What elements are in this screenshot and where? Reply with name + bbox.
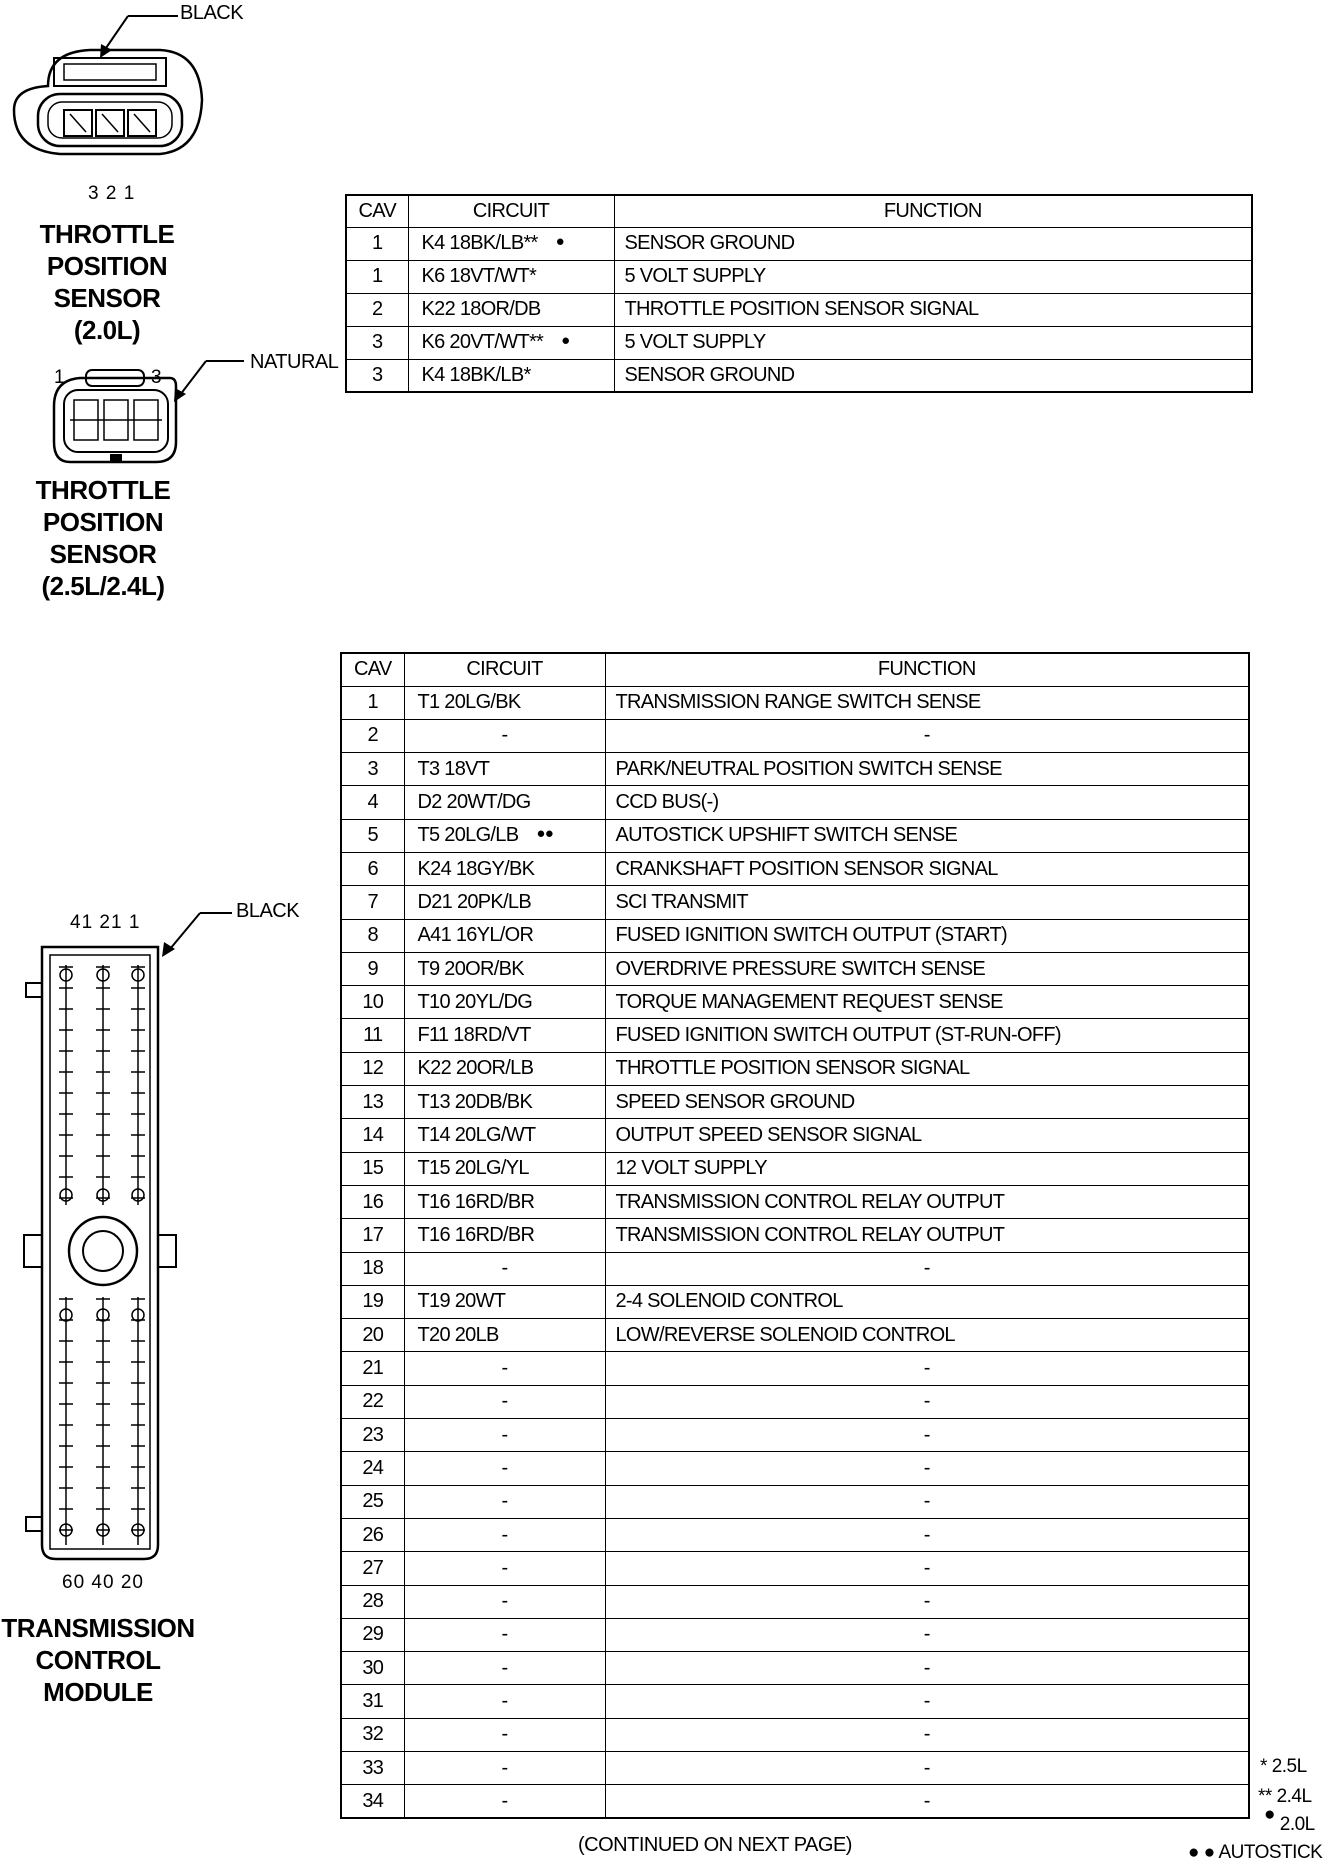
table-row bbox=[341, 952, 1249, 985]
table-row bbox=[341, 1352, 1249, 1385]
circuit-cell: - bbox=[404, 1518, 605, 1551]
function-cell: FUSED IGNITION SWITCH OUTPUT (ST-RUN-OFF) bbox=[605, 1019, 1249, 1052]
circuit-cell: A41 16YL/OR bbox=[404, 919, 605, 952]
cav-cell: 12 bbox=[341, 1052, 404, 1085]
cav-cell: 1 bbox=[346, 260, 408, 293]
circuit-cell: D21 20PK/LB bbox=[404, 886, 605, 919]
table-row bbox=[341, 819, 1249, 852]
function-cell: SENSOR GROUND bbox=[614, 227, 1252, 260]
cav-cell: 21 bbox=[341, 1352, 404, 1385]
circuit-cell: - bbox=[404, 1685, 605, 1718]
table-row bbox=[341, 753, 1249, 786]
function-cell: OVERDRIVE PRESSURE SWITCH SENSE bbox=[605, 952, 1249, 985]
cav-cell: 23 bbox=[341, 1419, 404, 1452]
circuit-cell: - bbox=[404, 1419, 605, 1452]
cav-cell: 9 bbox=[341, 952, 404, 985]
table-row bbox=[341, 986, 1249, 1019]
cav-cell: 32 bbox=[341, 1718, 404, 1751]
circuit-cell: D2 20WT/DG bbox=[404, 786, 605, 819]
table-row bbox=[341, 1152, 1249, 1185]
cav-cell: 2 bbox=[346, 293, 408, 326]
table-row bbox=[346, 359, 1252, 392]
function-cell: TRANSMISSION RANGE SWITCH SENSE bbox=[605, 686, 1249, 719]
table-row bbox=[341, 1552, 1249, 1585]
function-cell: - bbox=[605, 1352, 1249, 1385]
function-cell: OUTPUT SPEED SENSOR SIGNAL bbox=[605, 1119, 1249, 1152]
tps20-pinout-table bbox=[345, 194, 1253, 393]
tcm-connector-drawing bbox=[20, 905, 260, 1575]
table-row bbox=[341, 1185, 1249, 1218]
table-row bbox=[341, 1452, 1249, 1485]
circuit-cell: T16 16RD/BR bbox=[404, 1219, 605, 1252]
cav-cell: 15 bbox=[341, 1152, 404, 1185]
circuit-cell: T1 20LG/BK bbox=[404, 686, 605, 719]
tps25-pin-right: 3 bbox=[151, 367, 163, 388]
legend-item: ** 2.4L bbox=[1258, 1786, 1312, 1807]
function-cell: - bbox=[605, 1685, 1249, 1718]
function-cell: CCD BUS(-) bbox=[605, 786, 1249, 819]
cav-cell: 19 bbox=[341, 1285, 404, 1318]
tps25-connector-drawing bbox=[40, 350, 250, 470]
circuit-cell: K22 18OR/DB bbox=[408, 293, 614, 326]
header-function: FUNCTION bbox=[614, 195, 1252, 227]
function-cell: THROTTLE POSITION SENSOR SIGNAL bbox=[614, 293, 1252, 326]
table-row bbox=[346, 260, 1252, 293]
table-row bbox=[341, 1052, 1249, 1085]
circuit-cell: T20 20LB bbox=[404, 1319, 605, 1352]
header-function: FUNCTION bbox=[605, 653, 1249, 686]
cav-cell: 4 bbox=[341, 786, 404, 819]
cav-cell: 13 bbox=[341, 1086, 404, 1119]
table-row bbox=[341, 1319, 1249, 1352]
cav-cell: 18 bbox=[341, 1252, 404, 1285]
function-cell: - bbox=[605, 1518, 1249, 1551]
function-cell: - bbox=[605, 1485, 1249, 1518]
circuit-cell: K6 20VT/WT** ● bbox=[408, 326, 614, 359]
circuit-cell: - bbox=[404, 719, 605, 752]
cav-cell: 6 bbox=[341, 852, 404, 885]
cav-cell: 29 bbox=[341, 1618, 404, 1651]
tcm-pins-bottom: 60 40 20 bbox=[62, 1572, 144, 1593]
table-row bbox=[341, 1385, 1249, 1418]
function-cell: 5 VOLT SUPPLY bbox=[614, 326, 1252, 359]
tps20-callout-label: BLACK bbox=[180, 2, 244, 24]
circuit-cell: T3 18VT bbox=[404, 753, 605, 786]
tps25-pin-left: 1 bbox=[54, 367, 66, 388]
table-row bbox=[341, 1685, 1249, 1718]
function-cell: TRANSMISSION CONTROL RELAY OUTPUT bbox=[605, 1219, 1249, 1252]
table-row bbox=[341, 1119, 1249, 1152]
function-cell: - bbox=[605, 1419, 1249, 1452]
table-row bbox=[346, 227, 1252, 260]
circuit-cell: - bbox=[404, 1718, 605, 1751]
table-row bbox=[341, 919, 1249, 952]
cav-cell: 3 bbox=[341, 753, 404, 786]
cav-cell: 1 bbox=[341, 686, 404, 719]
circuit-cell: K4 18BK/LB* bbox=[408, 359, 614, 392]
function-cell: SENSOR GROUND bbox=[614, 359, 1252, 392]
function-cell: SPEED SENSOR GROUND bbox=[605, 1086, 1249, 1119]
function-cell: LOW/REVERSE SOLENOID CONTROL bbox=[605, 1319, 1249, 1352]
function-cell: - bbox=[605, 1718, 1249, 1751]
circuit-cell: - bbox=[404, 1385, 605, 1418]
header-circuit: CIRCUIT bbox=[404, 653, 605, 686]
cav-cell: 26 bbox=[341, 1518, 404, 1551]
table-row bbox=[341, 1752, 1249, 1785]
header-cav: CAV bbox=[341, 653, 404, 686]
table-row bbox=[341, 1585, 1249, 1618]
table-row bbox=[341, 1019, 1249, 1052]
function-cell: - bbox=[605, 1785, 1249, 1818]
tcm-pins-top: 41 21 1 bbox=[70, 912, 141, 933]
circuit-cell: T10 20YL/DG bbox=[404, 986, 605, 1019]
table-row bbox=[341, 1785, 1249, 1818]
function-cell: 12 VOLT SUPPLY bbox=[605, 1152, 1249, 1185]
table-row bbox=[346, 326, 1252, 359]
circuit-cell: - bbox=[404, 1785, 605, 1818]
function-cell: - bbox=[605, 1652, 1249, 1685]
function-cell: - bbox=[605, 1618, 1249, 1651]
legend-item: ● ● AUTOSTICK bbox=[1188, 1842, 1323, 1863]
circuit-cell: - bbox=[404, 1252, 605, 1285]
table-row bbox=[341, 1518, 1249, 1551]
circuit-cell: - bbox=[404, 1752, 605, 1785]
table-row bbox=[341, 686, 1249, 719]
circuit-cell: - bbox=[404, 1618, 605, 1651]
option-marker: ●● bbox=[536, 825, 554, 843]
function-cell: FUSED IGNITION SWITCH OUTPUT (START) bbox=[605, 919, 1249, 952]
cav-cell: 31 bbox=[341, 1685, 404, 1718]
cav-cell: 1 bbox=[346, 227, 408, 260]
cav-cell: 20 bbox=[341, 1319, 404, 1352]
cav-cell: 5 bbox=[341, 819, 404, 852]
function-cell: - bbox=[605, 719, 1249, 752]
circuit-cell: T19 20WT bbox=[404, 1285, 605, 1318]
function-cell: - bbox=[605, 1585, 1249, 1618]
table-row bbox=[341, 719, 1249, 752]
tps25-title: THROTTLE POSITION SENSOR (2.5L/2.4L) bbox=[35, 475, 171, 601]
circuit-cell: K22 20OR/LB bbox=[404, 1052, 605, 1085]
option-marker: ● bbox=[561, 332, 570, 349]
circuit-cell: K24 18GY/BK bbox=[404, 852, 605, 885]
legend-item: * 2.5L bbox=[1260, 1756, 1307, 1777]
continued-note: (CONTINUED ON NEXT PAGE) bbox=[578, 1834, 852, 1856]
circuit-cell: T13 20DB/BK bbox=[404, 1086, 605, 1119]
circuit-cell: K4 18BK/LB** ● bbox=[408, 227, 614, 260]
function-cell: - bbox=[605, 1552, 1249, 1585]
table-row bbox=[341, 1252, 1249, 1285]
function-cell: TORQUE MANAGEMENT REQUEST SENSE bbox=[605, 986, 1249, 1019]
function-cell: PARK/NEUTRAL POSITION SWITCH SENSE bbox=[605, 753, 1249, 786]
tps20-title: THROTTLE POSITION SENSOR (2.0L) bbox=[39, 219, 175, 345]
circuit-cell: - bbox=[404, 1485, 605, 1518]
tps20-connector-drawing bbox=[0, 0, 215, 185]
circuit-cell: T14 20LG/WT bbox=[404, 1119, 605, 1152]
tcm-title: TRANSMISSION CONTROL MODULE bbox=[1, 1613, 195, 1707]
cav-cell: 14 bbox=[341, 1119, 404, 1152]
function-cell: - bbox=[605, 1385, 1249, 1418]
cav-cell: 3 bbox=[346, 359, 408, 392]
table-row bbox=[341, 1485, 1249, 1518]
option-marker: ● bbox=[555, 233, 565, 250]
cav-cell: 24 bbox=[341, 1452, 404, 1485]
circuit-cell: - bbox=[404, 1585, 605, 1618]
function-cell: SCI TRANSMIT bbox=[605, 886, 1249, 919]
function-cell: 5 VOLT SUPPLY bbox=[614, 260, 1252, 293]
table-row bbox=[341, 1718, 1249, 1751]
cav-cell: 10 bbox=[341, 986, 404, 1019]
circuit-cell: T16 16RD/BR bbox=[404, 1185, 605, 1218]
function-cell: TRANSMISSION CONTROL RELAY OUTPUT bbox=[605, 1185, 1249, 1218]
cav-cell: 28 bbox=[341, 1585, 404, 1618]
circuit-cell: - bbox=[404, 1352, 605, 1385]
function-cell: AUTOSTICK UPSHIFT SWITCH SENSE bbox=[605, 819, 1249, 852]
circuit-cell: K6 18VT/WT* bbox=[408, 260, 614, 293]
header-cav: CAV bbox=[346, 195, 408, 227]
function-cell: - bbox=[605, 1452, 1249, 1485]
legend-item: ● 2.0L bbox=[1264, 1804, 1315, 1835]
table-row bbox=[341, 852, 1249, 885]
function-cell: 2-4 SOLENOID CONTROL bbox=[605, 1285, 1249, 1318]
circuit-cell: F11 18RD/VT bbox=[404, 1019, 605, 1052]
table-row bbox=[341, 786, 1249, 819]
function-cell: CRANKSHAFT POSITION SENSOR SIGNAL bbox=[605, 852, 1249, 885]
table-row bbox=[341, 1652, 1249, 1685]
circuit-cell: T9 20OR/BK bbox=[404, 952, 605, 985]
cav-cell: 30 bbox=[341, 1652, 404, 1685]
cav-cell: 34 bbox=[341, 1785, 404, 1818]
circuit-cell: T15 20LG/YL bbox=[404, 1152, 605, 1185]
cav-cell: 8 bbox=[341, 919, 404, 952]
header-circuit: CIRCUIT bbox=[408, 195, 614, 227]
table-row bbox=[341, 1618, 1249, 1651]
circuit-cell: - bbox=[404, 1452, 605, 1485]
circuit-cell: - bbox=[404, 1652, 605, 1685]
function-cell: THROTTLE POSITION SENSOR SIGNAL bbox=[605, 1052, 1249, 1085]
circuit-cell: T5 20LG/LB ●● bbox=[404, 819, 605, 852]
cav-cell: 3 bbox=[346, 326, 408, 359]
cav-cell: 17 bbox=[341, 1219, 404, 1252]
cav-cell: 22 bbox=[341, 1385, 404, 1418]
cav-cell: 33 bbox=[341, 1752, 404, 1785]
table-row bbox=[341, 1285, 1249, 1318]
cav-cell: 11 bbox=[341, 1019, 404, 1052]
tps20-pin-numbers: 3 2 1 bbox=[88, 183, 136, 204]
tps25-callout-label: NATURAL bbox=[250, 351, 339, 373]
function-cell: - bbox=[605, 1752, 1249, 1785]
table-row bbox=[341, 886, 1249, 919]
cav-cell: 2 bbox=[341, 719, 404, 752]
table-row bbox=[341, 1219, 1249, 1252]
table-row bbox=[341, 1419, 1249, 1452]
table-row bbox=[341, 1086, 1249, 1119]
cav-cell: 7 bbox=[341, 886, 404, 919]
function-cell: - bbox=[605, 1252, 1249, 1285]
circuit-cell: - bbox=[404, 1552, 605, 1585]
cav-cell: 27 bbox=[341, 1552, 404, 1585]
cav-cell: 16 bbox=[341, 1185, 404, 1218]
cav-cell: 25 bbox=[341, 1485, 404, 1518]
tcm-pinout-table bbox=[340, 652, 1250, 1819]
tcm-callout-label: BLACK bbox=[236, 900, 300, 922]
table-row bbox=[346, 293, 1252, 326]
